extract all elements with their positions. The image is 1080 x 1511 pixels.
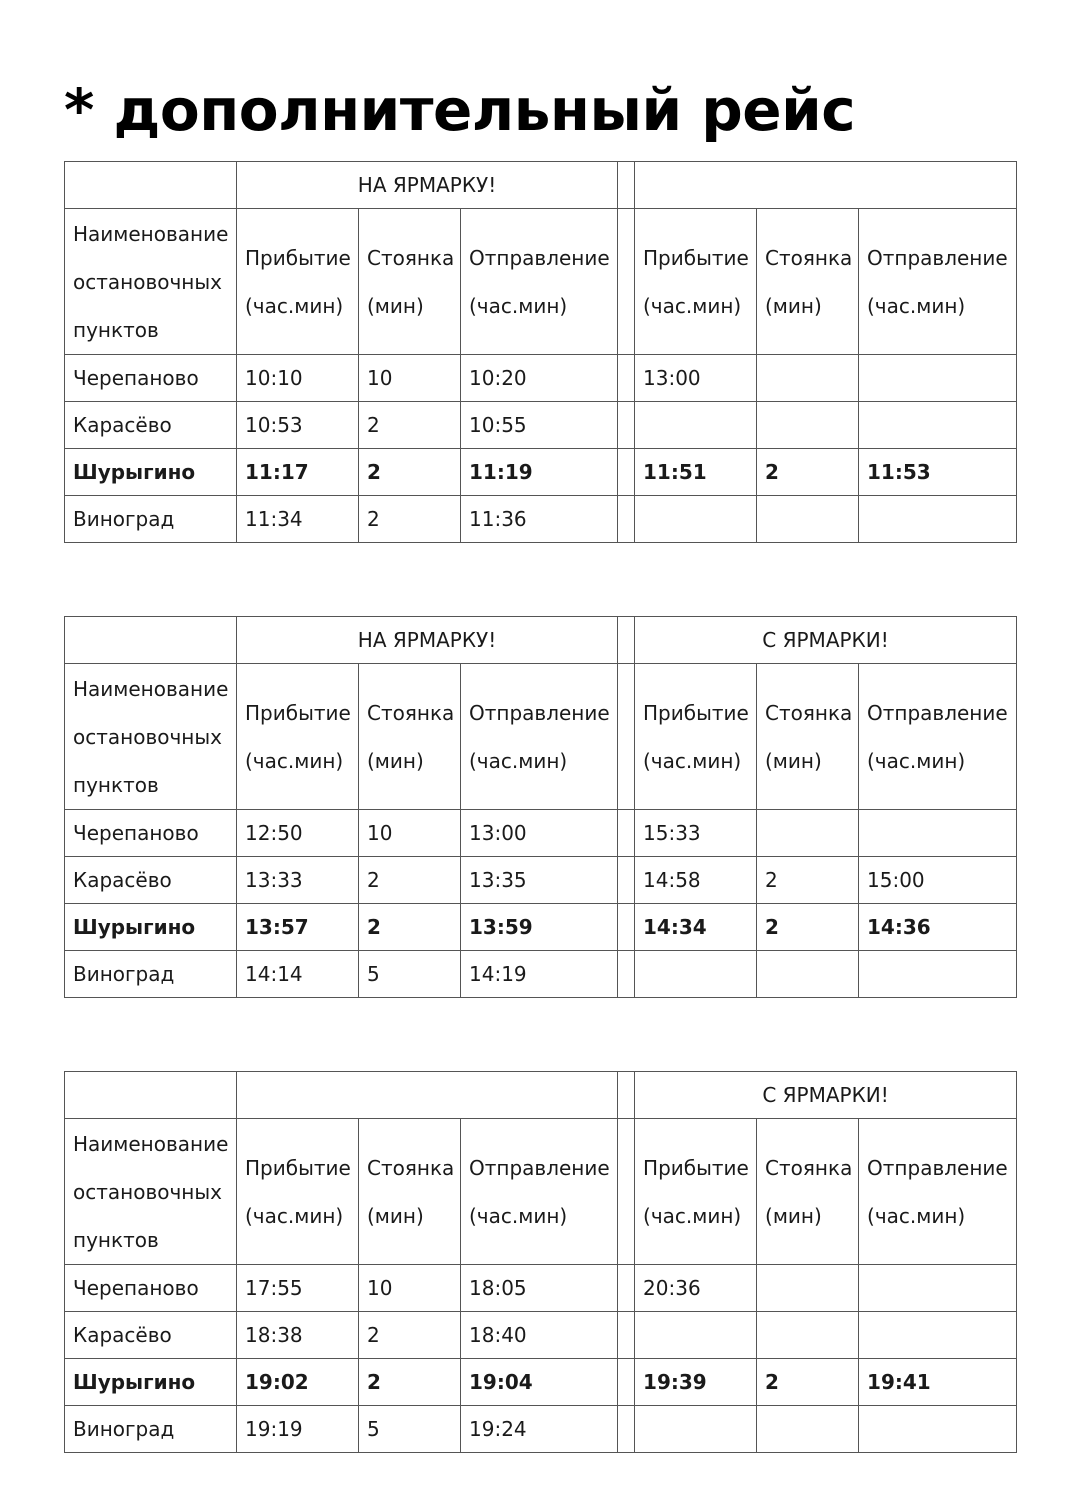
- gap-cell: [618, 449, 635, 496]
- arrival-time: 13:57: [237, 904, 359, 951]
- departure-header-line: (час.мин): [867, 748, 966, 773]
- departure-time: [859, 1265, 1017, 1312]
- stop-time-header: [757, 664, 859, 810]
- arrival-header: [237, 1119, 359, 1265]
- table-row: [65, 355, 1017, 402]
- arrival-time: 10:53: [237, 402, 359, 449]
- arrival-time: 20:36: [635, 1265, 757, 1312]
- stop-name-header-line: Наименование: [73, 221, 229, 246]
- stop-name: Черепаново: [65, 355, 237, 402]
- stop-duration: 2: [359, 402, 461, 449]
- stop-duration: 10: [359, 810, 461, 857]
- arrival-time: 13:00: [635, 355, 757, 402]
- stop-duration: [757, 810, 859, 857]
- stop-duration: [757, 402, 859, 449]
- gap-cell: [618, 162, 635, 209]
- departure-time: 13:00: [461, 810, 618, 857]
- to-fair-label: НА ЯРМАРКУ!: [237, 617, 618, 664]
- stop-duration: 2: [359, 904, 461, 951]
- stop-duration: 5: [359, 1406, 461, 1453]
- departure-header: [859, 1119, 1017, 1265]
- gap-cell: [618, 1312, 635, 1359]
- arrival-time: 18:38: [237, 1312, 359, 1359]
- departure-header: [859, 664, 1017, 810]
- arrival-time: 14:34: [635, 904, 757, 951]
- stop-time-header: [359, 1119, 461, 1265]
- gap-cell: [618, 1072, 635, 1119]
- arrival-time: [635, 1406, 757, 1453]
- arrival-time: [635, 496, 757, 543]
- stop-name-header-line: Наименование: [73, 1131, 229, 1156]
- direction-row: [65, 617, 1017, 664]
- departure-time: [859, 1406, 1017, 1453]
- stop-time-header-line: Стоянка: [765, 245, 853, 270]
- column-header-row: [65, 209, 1017, 355]
- arrival-time: 11:17: [237, 449, 359, 496]
- arrival-header-line: (час.мин): [245, 1203, 344, 1228]
- arrival-header-line: Прибытие: [245, 700, 351, 725]
- table-row: [65, 857, 1017, 904]
- arrival-time: 17:55: [237, 1265, 359, 1312]
- stop-duration: 2: [359, 449, 461, 496]
- stop-time-header-line: Стоянка: [367, 245, 455, 270]
- departure-time: 13:59: [461, 904, 618, 951]
- table-row: [65, 402, 1017, 449]
- gap-cell: [618, 617, 635, 664]
- stop-name: Черепаново: [65, 1265, 237, 1312]
- stop-time-header-line: (мин): [367, 748, 424, 773]
- departure-time: [859, 402, 1017, 449]
- direction-row: [65, 162, 1017, 209]
- arrival-header-line: (час.мин): [643, 748, 742, 773]
- stop-name: Шурыгино: [65, 904, 237, 951]
- table-row: [65, 904, 1017, 951]
- stop-name: Шурыгино: [65, 449, 237, 496]
- departure-time: 19:41: [859, 1359, 1017, 1406]
- stop-time-header-line: Стоянка: [367, 700, 455, 725]
- departure-time: 19:24: [461, 1406, 618, 1453]
- empty-cell: [65, 617, 237, 664]
- departure-time: 14:36: [859, 904, 1017, 951]
- schedule-table: [64, 616, 1017, 998]
- arrival-header: [635, 1119, 757, 1265]
- table-row: [65, 496, 1017, 543]
- departure-time: 11:19: [461, 449, 618, 496]
- stop-name: Виноград: [65, 496, 237, 543]
- stop-duration: [757, 1312, 859, 1359]
- stop-name-header-line: пунктов: [73, 1227, 159, 1252]
- arrival-header-line: Прибытие: [245, 245, 351, 270]
- stop-duration: 2: [359, 1359, 461, 1406]
- departure-header-line: (час.мин): [867, 1203, 966, 1228]
- stop-name: Черепаново: [65, 810, 237, 857]
- arrival-header-line: (час.мин): [245, 293, 344, 318]
- arrival-header-line: Прибытие: [643, 245, 749, 270]
- stop-name-header-line: пунктов: [73, 772, 159, 797]
- departure-time: 15:00: [859, 857, 1017, 904]
- arrival-header: [635, 209, 757, 355]
- stop-duration: [757, 1406, 859, 1453]
- stop-name-header-line: остановочных: [73, 1179, 222, 1204]
- stop-duration: 2: [757, 1359, 859, 1406]
- gap-cell: [618, 904, 635, 951]
- arrival-header-line: Прибытие: [245, 1155, 351, 1180]
- departure-header-line: (час.мин): [867, 293, 966, 318]
- stop-duration: 10: [359, 355, 461, 402]
- table-row: [65, 1406, 1017, 1453]
- departure-header-line: (час.мин): [469, 748, 568, 773]
- stop-duration: 2: [757, 449, 859, 496]
- gap-cell: [618, 1265, 635, 1312]
- arrival-time: 15:33: [635, 810, 757, 857]
- departure-time: 19:04: [461, 1359, 618, 1406]
- departure-time: [859, 496, 1017, 543]
- departure-time: 11:53: [859, 449, 1017, 496]
- arrival-header-line: Прибытие: [643, 700, 749, 725]
- stop-name-header: [65, 664, 237, 810]
- departure-header-line: Отправление: [469, 245, 610, 270]
- stop-name: Карасёво: [65, 1312, 237, 1359]
- departure-header-line: Отправление: [469, 700, 610, 725]
- from-fair-label: С ЯРМАРКИ!: [635, 617, 1017, 664]
- schedule-table: [64, 1071, 1017, 1453]
- empty-cell: [65, 1072, 237, 1119]
- stop-time-header: [359, 209, 461, 355]
- stop-time-header: [359, 664, 461, 810]
- gap-cell: [618, 355, 635, 402]
- gap-cell: [618, 1119, 635, 1265]
- departure-header: [461, 664, 618, 810]
- stop-time-header: [757, 209, 859, 355]
- arrival-time: 13:33: [237, 857, 359, 904]
- table-row: [65, 951, 1017, 998]
- stop-name-header-line: Наименование: [73, 676, 229, 701]
- arrival-time: [635, 951, 757, 998]
- table-row: [65, 1359, 1017, 1406]
- column-header-row: [65, 664, 1017, 810]
- table-row: [65, 1265, 1017, 1312]
- arrival-time: 19:02: [237, 1359, 359, 1406]
- stop-name: Виноград: [65, 1406, 237, 1453]
- departure-time: [859, 355, 1017, 402]
- stop-time-header: [757, 1119, 859, 1265]
- stop-name: Карасёво: [65, 857, 237, 904]
- arrival-time: 19:39: [635, 1359, 757, 1406]
- stop-duration: 2: [757, 857, 859, 904]
- arrival-time: 12:50: [237, 810, 359, 857]
- stop-time-header-line: (мин): [367, 293, 424, 318]
- direction-row: [65, 1072, 1017, 1119]
- arrival-header-line: (час.мин): [643, 1203, 742, 1228]
- arrival-time: 10:10: [237, 355, 359, 402]
- departure-header-line: Отправление: [867, 1155, 1008, 1180]
- stop-name-header: [65, 1119, 237, 1265]
- empty-cell: [65, 162, 237, 209]
- departure-header-line: Отправление: [469, 1155, 610, 1180]
- table-row: [65, 1312, 1017, 1359]
- stop-duration: 10: [359, 1265, 461, 1312]
- from-fair-label: С ЯРМАРКИ!: [635, 1072, 1017, 1119]
- gap-cell: [618, 857, 635, 904]
- departure-header-line: Отправление: [867, 245, 1008, 270]
- stop-duration: 5: [359, 951, 461, 998]
- gap-cell: [618, 402, 635, 449]
- stop-duration: [757, 1265, 859, 1312]
- arrival-time: 19:19: [237, 1406, 359, 1453]
- stop-duration: [757, 496, 859, 543]
- arrival-time: 11:34: [237, 496, 359, 543]
- stop-time-header-line: Стоянка: [765, 1155, 853, 1180]
- stop-name-header-line: остановочных: [73, 269, 222, 294]
- arrival-header-line: (час.мин): [245, 748, 344, 773]
- arrival-time: [635, 1312, 757, 1359]
- arrival-time: 14:58: [635, 857, 757, 904]
- stop-duration: 2: [359, 1312, 461, 1359]
- departure-time: 18:40: [461, 1312, 618, 1359]
- departure-header-line: (час.мин): [469, 1203, 568, 1228]
- gap-cell: [618, 1359, 635, 1406]
- departure-header-line: (час.мин): [469, 293, 568, 318]
- page-title: * дополнительный рейс: [64, 76, 856, 144]
- stop-duration: 2: [359, 857, 461, 904]
- departure-time: 14:19: [461, 951, 618, 998]
- departure-time: [859, 951, 1017, 998]
- stop-duration: 2: [757, 904, 859, 951]
- stop-duration: 2: [359, 496, 461, 543]
- arrival-time: 14:14: [237, 951, 359, 998]
- schedule-table: [64, 161, 1017, 543]
- arrival-header-line: Прибытие: [643, 1155, 749, 1180]
- departure-time: 10:20: [461, 355, 618, 402]
- departure-time: 11:36: [461, 496, 618, 543]
- departure-time: 10:55: [461, 402, 618, 449]
- arrival-time: 11:51: [635, 449, 757, 496]
- departure-header: [461, 209, 618, 355]
- departure-time: 13:35: [461, 857, 618, 904]
- stop-time-header-line: (мин): [765, 293, 822, 318]
- stop-duration: [757, 355, 859, 402]
- departure-header-line: Отправление: [867, 700, 1008, 725]
- stop-name: Шурыгино: [65, 1359, 237, 1406]
- gap-cell: [618, 496, 635, 543]
- stop-name-header-line: пунктов: [73, 317, 159, 342]
- gap-cell: [618, 664, 635, 810]
- table-row: [65, 449, 1017, 496]
- departure-header: [461, 1119, 618, 1265]
- gap-cell: [618, 810, 635, 857]
- stop-name-header-line: остановочных: [73, 724, 222, 749]
- stop-time-header-line: (мин): [367, 1203, 424, 1228]
- arrival-header-line: (час.мин): [643, 293, 742, 318]
- from-fair-label: [635, 162, 1017, 209]
- departure-time: 18:05: [461, 1265, 618, 1312]
- gap-cell: [618, 1406, 635, 1453]
- stop-name: Карасёво: [65, 402, 237, 449]
- to-fair-label: НА ЯРМАРКУ!: [237, 162, 618, 209]
- stop-name-header: [65, 209, 237, 355]
- arrival-header: [635, 664, 757, 810]
- to-fair-label: [237, 1072, 618, 1119]
- stop-time-header-line: Стоянка: [765, 700, 853, 725]
- stop-time-header-line: Стоянка: [367, 1155, 455, 1180]
- arrival-header: [237, 664, 359, 810]
- stop-name: Виноград: [65, 951, 237, 998]
- stop-duration: [757, 951, 859, 998]
- gap-cell: [618, 209, 635, 355]
- table-row: [65, 810, 1017, 857]
- departure-time: [859, 810, 1017, 857]
- column-header-row: [65, 1119, 1017, 1265]
- arrival-header: [237, 209, 359, 355]
- departure-time: [859, 1312, 1017, 1359]
- departure-header: [859, 209, 1017, 355]
- arrival-time: [635, 402, 757, 449]
- stop-time-header-line: (мин): [765, 748, 822, 773]
- gap-cell: [618, 951, 635, 998]
- stop-time-header-line: (мин): [765, 1203, 822, 1228]
